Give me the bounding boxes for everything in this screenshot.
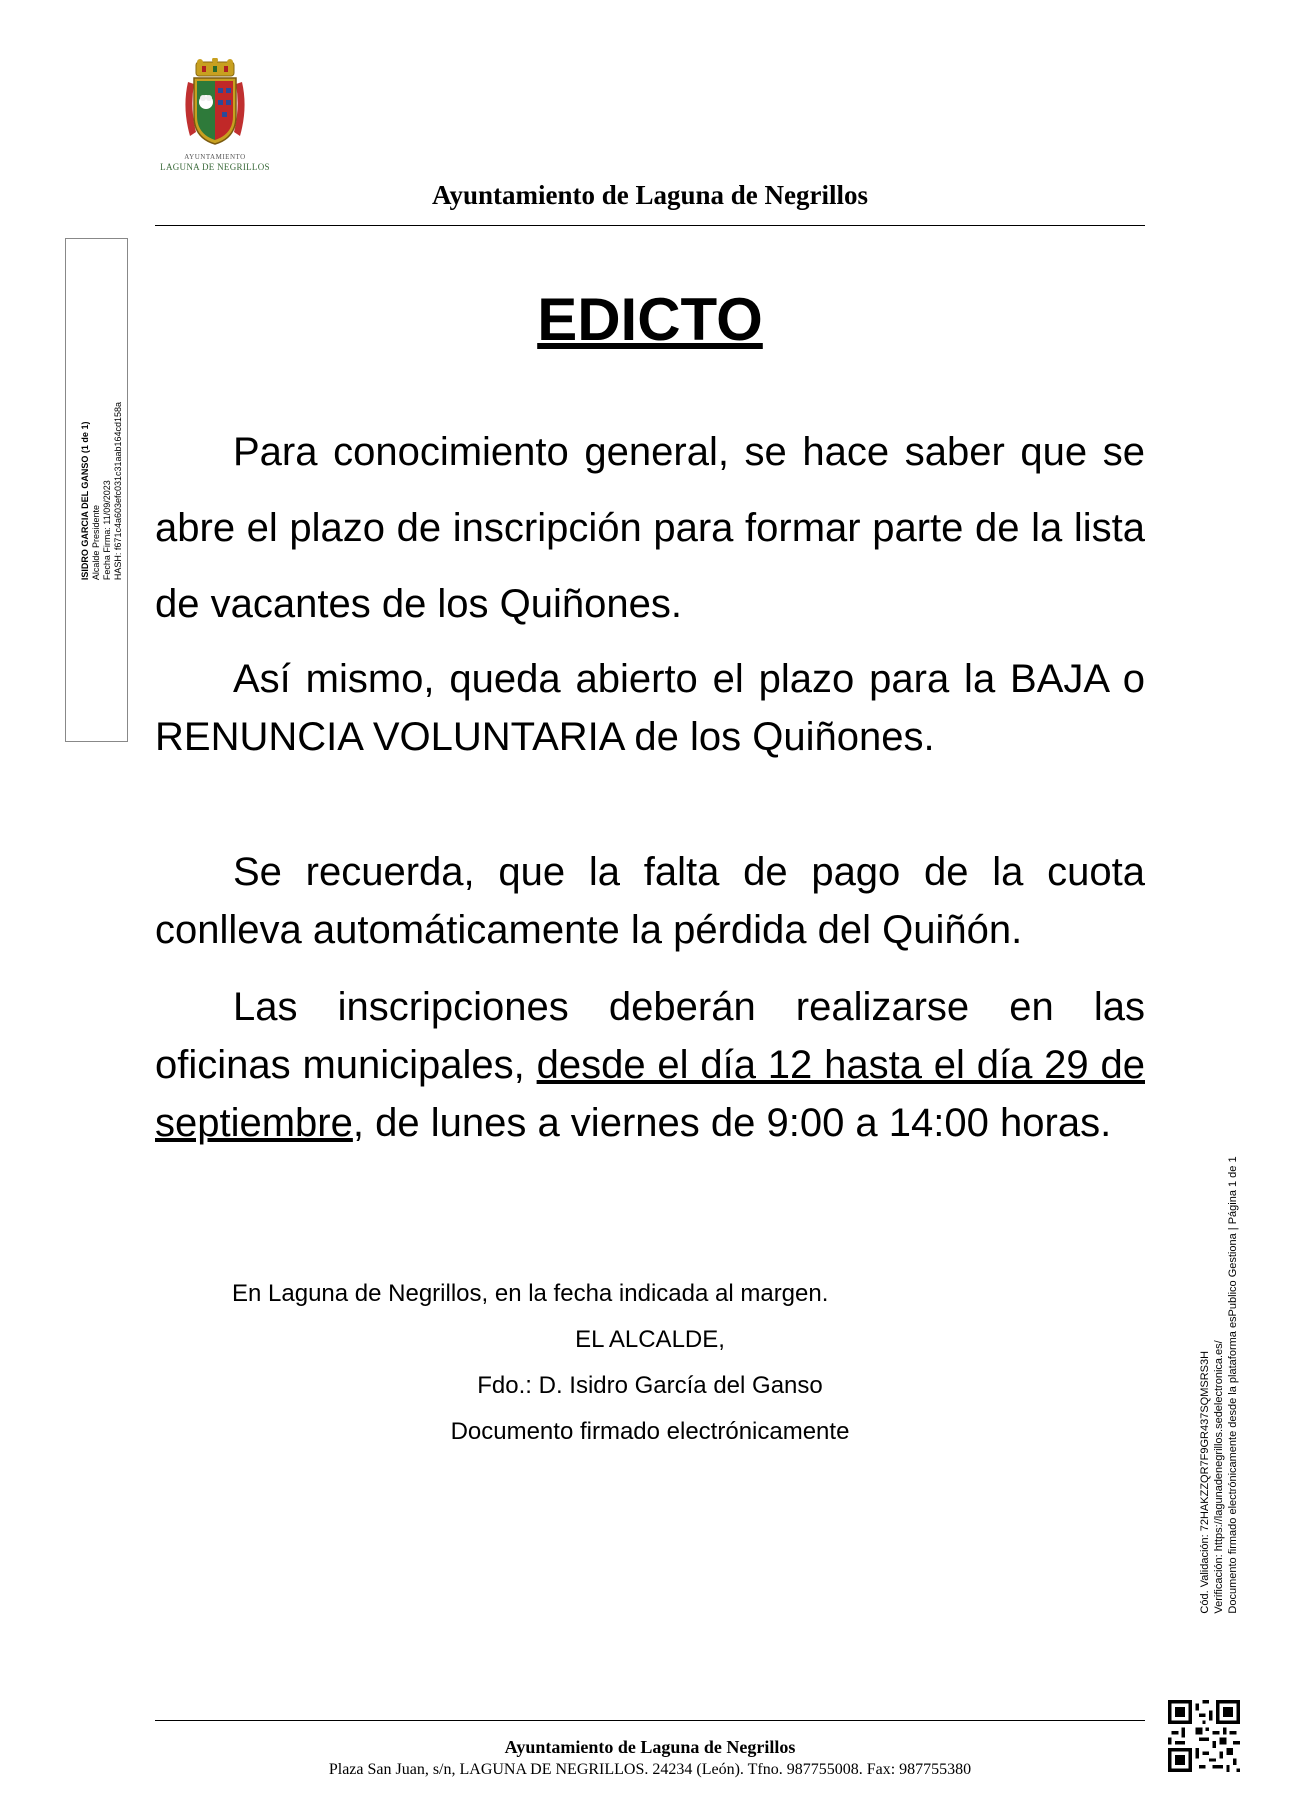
paragraph-reminder: Se recuerda, que la falta de pago de la cuota conlleva automáticamente la pérdida del Quiñón.: [155, 850, 1145, 952]
qr-code-icon: [1168, 1700, 1240, 1772]
header-title: Ayuntamiento de Laguna de Negrillos: [431, 180, 869, 210]
logo-text-town: LAGUNA DE NEGRILLOS: [160, 162, 270, 172]
logo-text-ayuntamiento: AYUNTAMIENTO: [184, 153, 246, 161]
footer-divider: [155, 1720, 1145, 1721]
closing-signed-by: Fdo.: D. Isidro García del Ganso: [477, 1372, 823, 1399]
verification-url: Verificación: https://lagunadenegrillos.sedelectronica.es/: [1213, 1340, 1225, 1614]
paragraph-schedule: [155, 978, 1145, 1152]
signature-stamp-box: [65, 238, 128, 742]
header-divider: [155, 225, 1145, 226]
footer-title: Ayuntamiento de Laguna de Negrillos: [504, 1737, 796, 1757]
signer-role: Alcalde Presidente: [91, 505, 101, 581]
document-title: EDICTO: [537, 286, 763, 353]
schedule-dates: desde el día 12 hasta el día 29 de septiembre: [155, 1043, 1145, 1145]
municipal-logo: [150, 58, 280, 178]
validation-stamp-text: [1198, 1156, 1240, 1613]
validation-code: Cód. Validación: 72HAKZZQR7F9GR437SQMSRS3H: [1199, 1350, 1211, 1614]
closing-role: EL ALCALDE,: [575, 1326, 725, 1353]
schedule-intro: Las inscripciones deberán realizarse en las oficinas municipales,: [155, 985, 1145, 1087]
footer-address: Plaza San Juan, s/n, LAGUNA DE NEGRILLOS. 24234 (León). Tfno. 987755008. Fax: 987755380: [328, 1761, 972, 1778]
signature-date: Fecha Firma: 11/09/2023: [102, 480, 112, 581]
platform-note: Documento firmado electrónicamente desde la plataforma esPublico Gestiona | Página 1 de 1: [1227, 1156, 1239, 1614]
signature-hash: HASH: f671c4a603efc031c31aab164cd158a: [113, 401, 123, 581]
schedule-hours: , de lunes a viernes de 9:00 a 14:00 horas.: [352, 1101, 1112, 1145]
signer-name: ISIDRO GARCIA DEL GANSO (1 de 1): [80, 421, 90, 581]
closing-place-date: En Laguna de Negrillos, en la fecha indicada al margen.: [232, 1280, 829, 1307]
signature-stamp-text: [80, 402, 124, 580]
closing-electronic-note: Documento firmado electrónicamente: [450, 1418, 850, 1445]
coat-of-arms-icon: [182, 58, 248, 148]
paragraph-renuncia: Así mismo, queda abierto el plazo para la BAJA o RENUNCIA VOLUNTARIA de los Quiñones.: [155, 657, 1145, 759]
paragraph-inscription: Para conocimiento general, se hace saber que se abre el plazo de inscripción para formar parte de la lista de vacantes de los Quiñones.: [155, 430, 1145, 626]
